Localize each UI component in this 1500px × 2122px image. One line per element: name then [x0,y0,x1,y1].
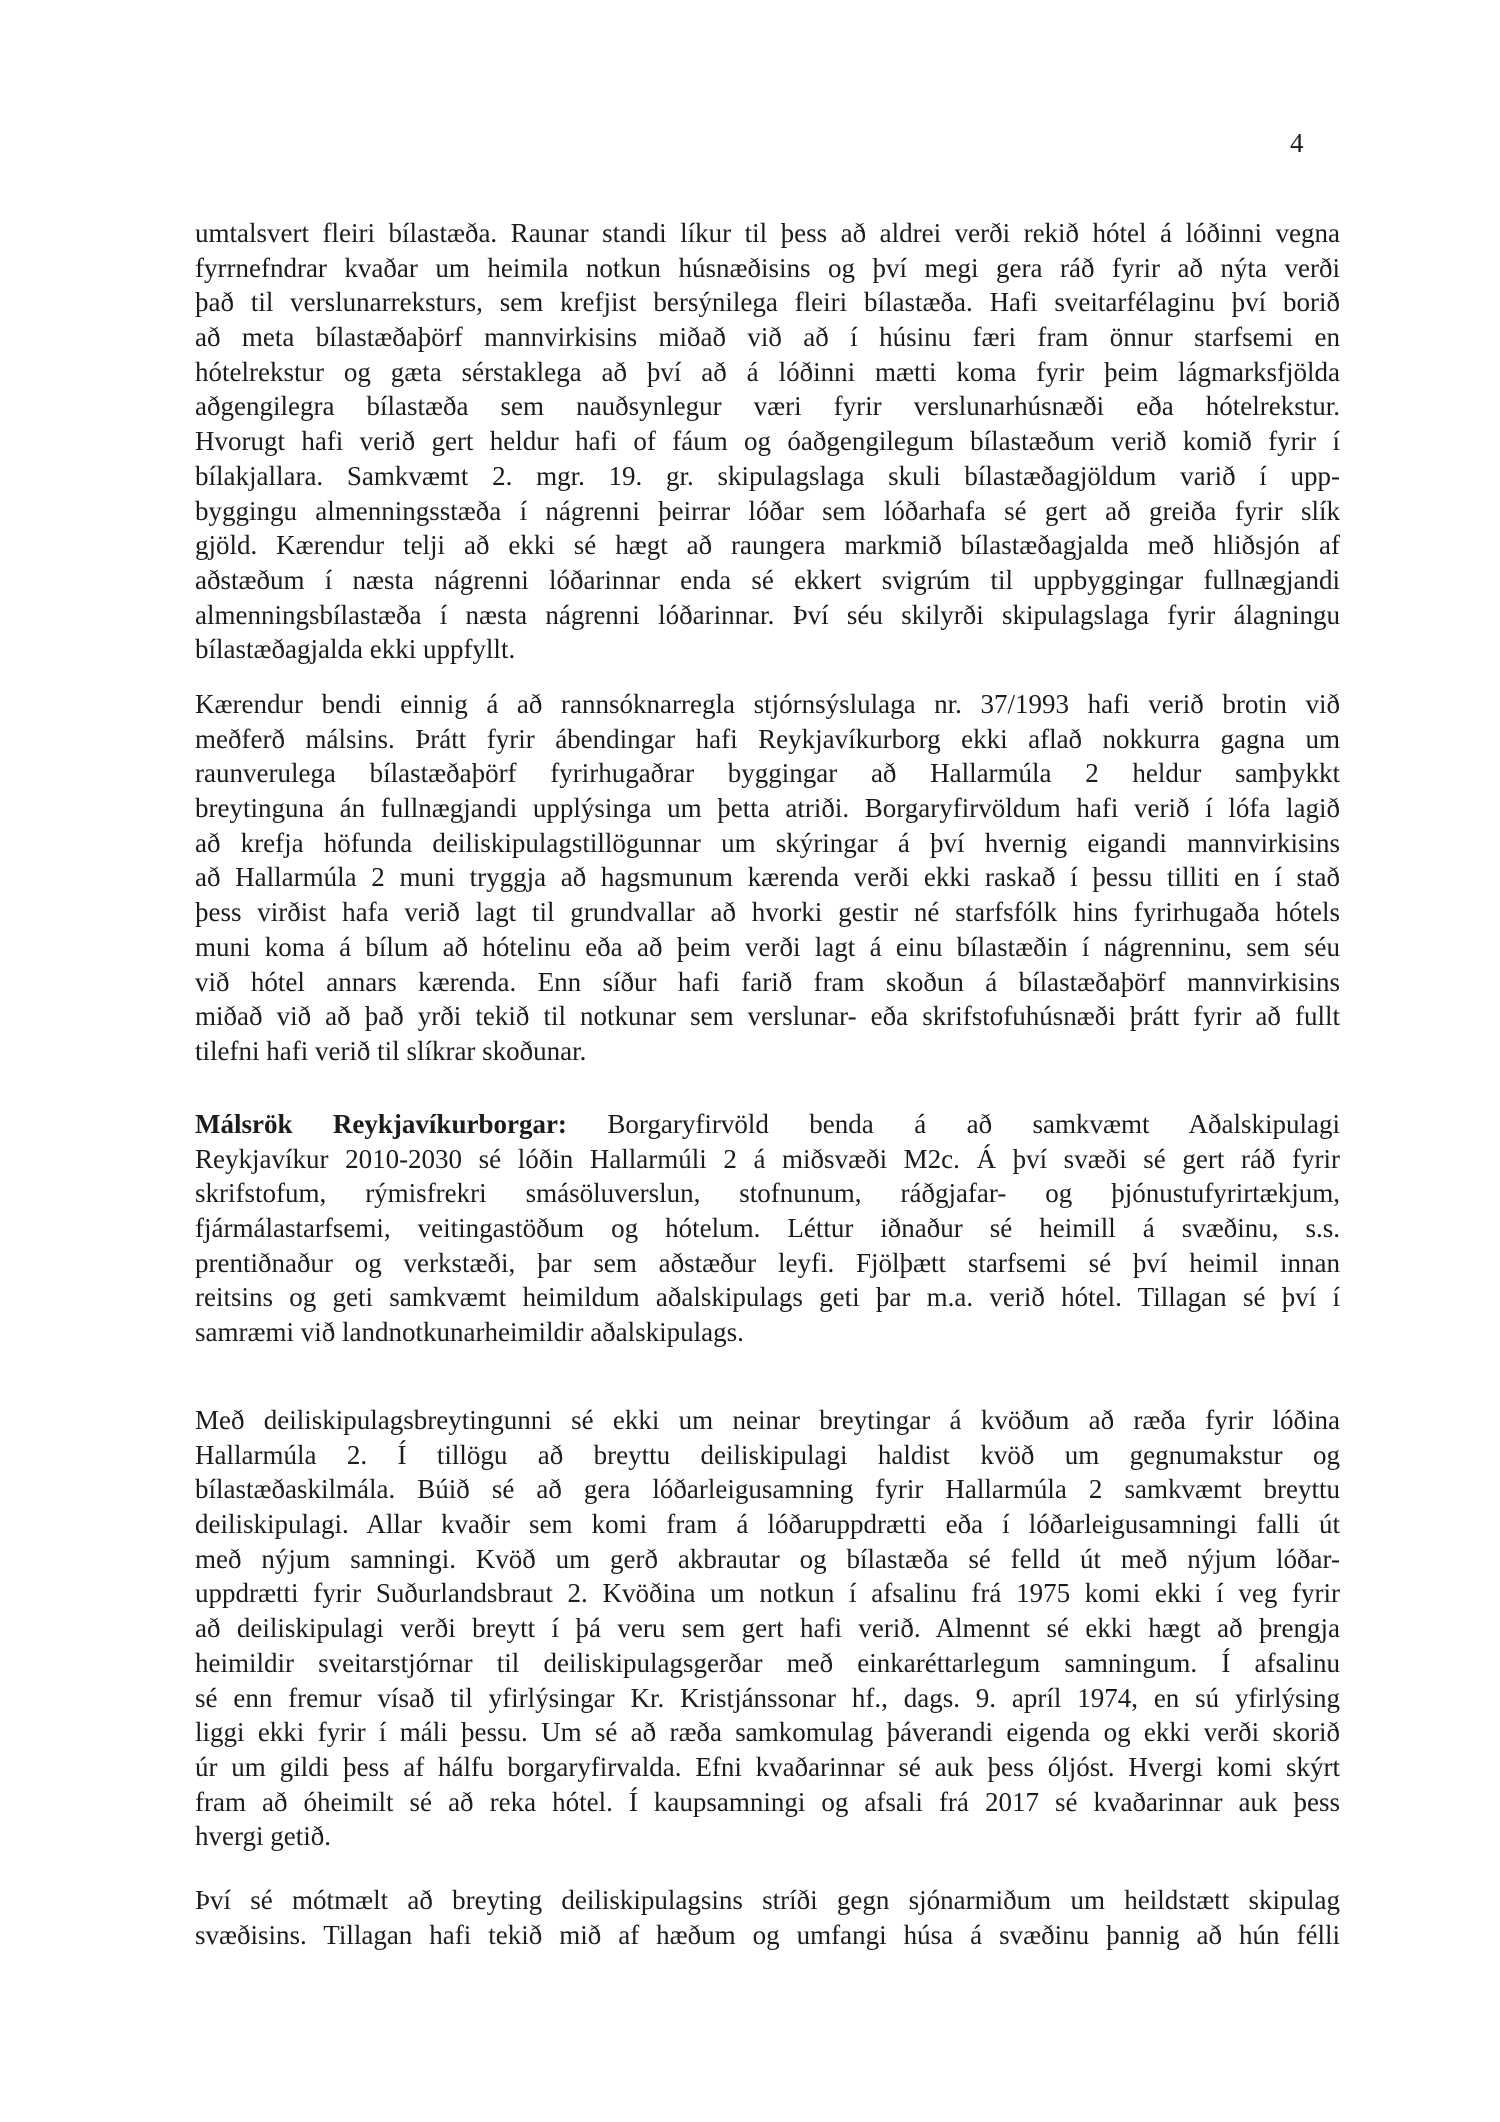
text-line: með nýjum samningi. Kvöð um gerð akbrautar og bílastæða sé felld út með nýjum lóðar- [195,1543,1340,1574]
text-line: uppdrætti fyrir Suðurlandsbraut 2. Kvöðina um notkun í afsalinu frá 1975 komi ekki í veg fyrir [195,1578,1340,1609]
text-line: skrifstofum, rýmisfrekri smásöluverslun, stofnunum, ráðgjafar- og þjónustufyrirtækjum, [195,1178,1340,1209]
text-line: það til verslunarreksturs, sem krefjist bersýnilega fleiri bílastæða. Hafi sveitarfélaginu því borið [195,287,1340,318]
text-line: aðgengilegra bílastæða sem nauðsynlegur væri fyrir verslunarhúsnæði eða hótelrekstur. [195,391,1340,422]
text-line: Hvorugt hafi verið gert heldur hafi of fáum og óaðgengilegum bílastæðum verið komið fyrir í [195,426,1340,457]
text-line: að meta bílastæðaþörf mannvirkisins miðað við að í húsinu færi fram önnur starfsemi en [195,322,1340,353]
text-line: hótelrekstur og gæta sérstaklega að því að á lóðinni mætti koma fyrir þeim lágmarksfjölda [195,356,1340,387]
text-line: Reykjavíkur 2010-2030 sé lóðin Hallarmúli 2 á miðsvæði M2c. Á því svæði sé gert ráð fyrir [195,1143,1340,1174]
text-line: bílakjallara. Samkvæmt 2. mgr. 19. gr. skipulagslaga skuli bílastæðagjöldum varið í upp- [195,460,1340,491]
text-line: umtalsvert fleiri bílastæða. Raunar standi líkur til þess að aldrei verði rekið hótel á lóðinni vegna [195,218,1340,248]
text-line: raunverulega bílastæðaþörf fyrirhugaðrar byggingar að Hallarmúla 2 heldur samþykkt [195,758,1340,789]
text-line: þess virðist hafa verið lagt til grundvallar að hvorki gestir né starfsfólk hins fyrirhugaða hótels [195,897,1340,928]
text-line: Því sé mótmælt að breyting deiliskipulagsins stríði gegn sjónarmiðum um heildstætt skipulag [195,1885,1340,1915]
text-line: að deiliskipulagi verði breytt í þá veru sem gert hafi verið. Almennt sé ekki hægt að þrengja [195,1613,1340,1644]
text-line: úr um gildi þess af hálfu borgaryfirvalda. Efni kvaðarinnar sé auk þess óljóst. Hvergi komi skýrt [195,1751,1340,1782]
paragraph-investigation-rule [195,687,1340,1069]
text-line: að krefja höfunda deiliskipulagstillögunnar um skýringar á því hvernig eigandi mannvirkisins [195,827,1340,858]
text-line: tilefni hafi verið til slíkrar skoðunar. [195,1035,587,1066]
text-line: bílastæðaskilmála. Búið sé að gera lóðarleigusamning fyrir Hallarmúla 2 samkvæmt breyttu [195,1474,1340,1505]
text-line: reitsins og geti samkvæmt heimildum aðalskipulags geti þar m.a. verið hótel. Tillagan sé því í [195,1282,1340,1313]
text-line: fjármálastarfsemi, veitingastöðum og hótelum. Léttur iðnaður sé heimill á svæðinu, s.s. [195,1213,1340,1244]
text-line: fram að óheimilt sé að reka hótel. Í kaupsamningi og afsali frá 2017 sé kvaðarinnar auk þess [195,1786,1340,1817]
text-line: meðferð málsins. Þrátt fyrir ábendingar hafi Reykjavíkurborg ekki aflað nokkurra gagna um [195,723,1340,754]
text-line: hvergi getið. [195,1821,331,1852]
text-line: bílastæðagjalda ekki uppfyllt. [195,634,516,665]
paragraph-easements [195,1403,1340,1854]
text-line: byggingu almenningsstæða í nágrenni þeirrar lóðar sem lóðarhafa sé gert að greiða fyrir slík [195,495,1340,526]
text-line: breytinguna án fullnægjandi upplýsinga um þetta atriði. Borgaryfirvöldum hafi verið í lófa lagið [195,793,1340,824]
text-line: Með deiliskipulagsbreytingunni sé ekki um neinar breytingar á kvöðum að ræða fyrir lóðina [195,1405,1340,1435]
text-line: að Hallarmúla 2 muni tryggja að hagsmunum kærenda verði ekki raskað í þessu tilliti en í stað [195,862,1340,893]
text-line: fyrrnefndrar kvaðar um heimila notkun húsnæðisins og því megi gera ráð fyrir að nýta verði [195,252,1340,283]
text-line: gjöld. Kærendur telji að ekki sé hægt að raungera markmið bílastæðagjalda með hliðsjón af [195,530,1340,561]
paragraph-city-arguments [195,1107,1340,1350]
text-line: svæðisins. Tillagan hafi tekið mið af hæðum og umfangi húsa á svæðinu þannig að hún félli [195,1919,1340,1950]
text-line: prentiðnaður og verkstæði, þar sem aðstæður leyfi. Fjölþætt starfsemi sé því heimil innan [195,1247,1340,1278]
text-line: deiliskipulagi. Allar kvaðir sem komi fram á lóðaruppdrætti eða í lóðarleigusamningi falli út [195,1509,1340,1540]
text-line: almenningsbílastæða í næsta nágrenni lóðarinnar. Því séu skilyrði skipulagslaga fyrir álagningu [195,599,1340,630]
text-line: liggi ekki fyrir í máli þessu. Um sé að ræða samkomulag þáverandi eigenda og ekki verði skorið [195,1717,1340,1748]
text-line: Hallarmúla 2. Í tillögu að breyttu deiliskipulagi haldist kvöð um gegnumakstur og [195,1439,1340,1470]
text-line [195,1107,1340,1142]
text-line: muni koma á bílum að hótelinu eða að þeim verði lagt á einu bílastæðin í nágrenninu, sem séu [195,931,1340,962]
text-line: Kærendur bendi einnig á að rannsóknarregla stjórnsýslulaga nr. 37/1993 hafi verið brotin við [195,689,1340,719]
text-line-rest: Borgaryfirvöld benda á að samkvæmt Aðalskipulagi [566,1109,1340,1139]
text-line: miðað við að það yrði tekið til notkunar sem verslunar- eða skrifstofuhúsnæði þrátt fyrir að fullt [195,1001,1340,1032]
text-line: sé enn fremur vísað til yfirlýsingar Kr. Kristjánssonar hf., dags. 9. apríl 1974, en sú yfirlýsing [195,1682,1340,1713]
text-line: samræmi við landnotkunarheimildir aðalskipulags. [195,1317,744,1348]
text-line: heimildir sveitarstjórnar til deiliskipulagsgerðar með einkaréttarlegum samningum. Í afsalinu [195,1647,1340,1678]
section-heading: Málsrök Reykjavíkurborgar: [195,1109,567,1139]
text-line: við hótel annars kærenda. Enn síður hafi farið fram skoðun á bílastæðaþörf mannvirkisins [195,966,1340,997]
page-number: 4 [1290,128,1304,158]
text-line: aðstæðum í næsta nágrenni lóðarinnar enda sé ekkert svigrúm til uppbyggingar fullnægjandi [195,564,1340,595]
paragraph-holistic-planning [195,1883,1340,1952]
paragraph-parking-requirements [195,216,1340,667]
